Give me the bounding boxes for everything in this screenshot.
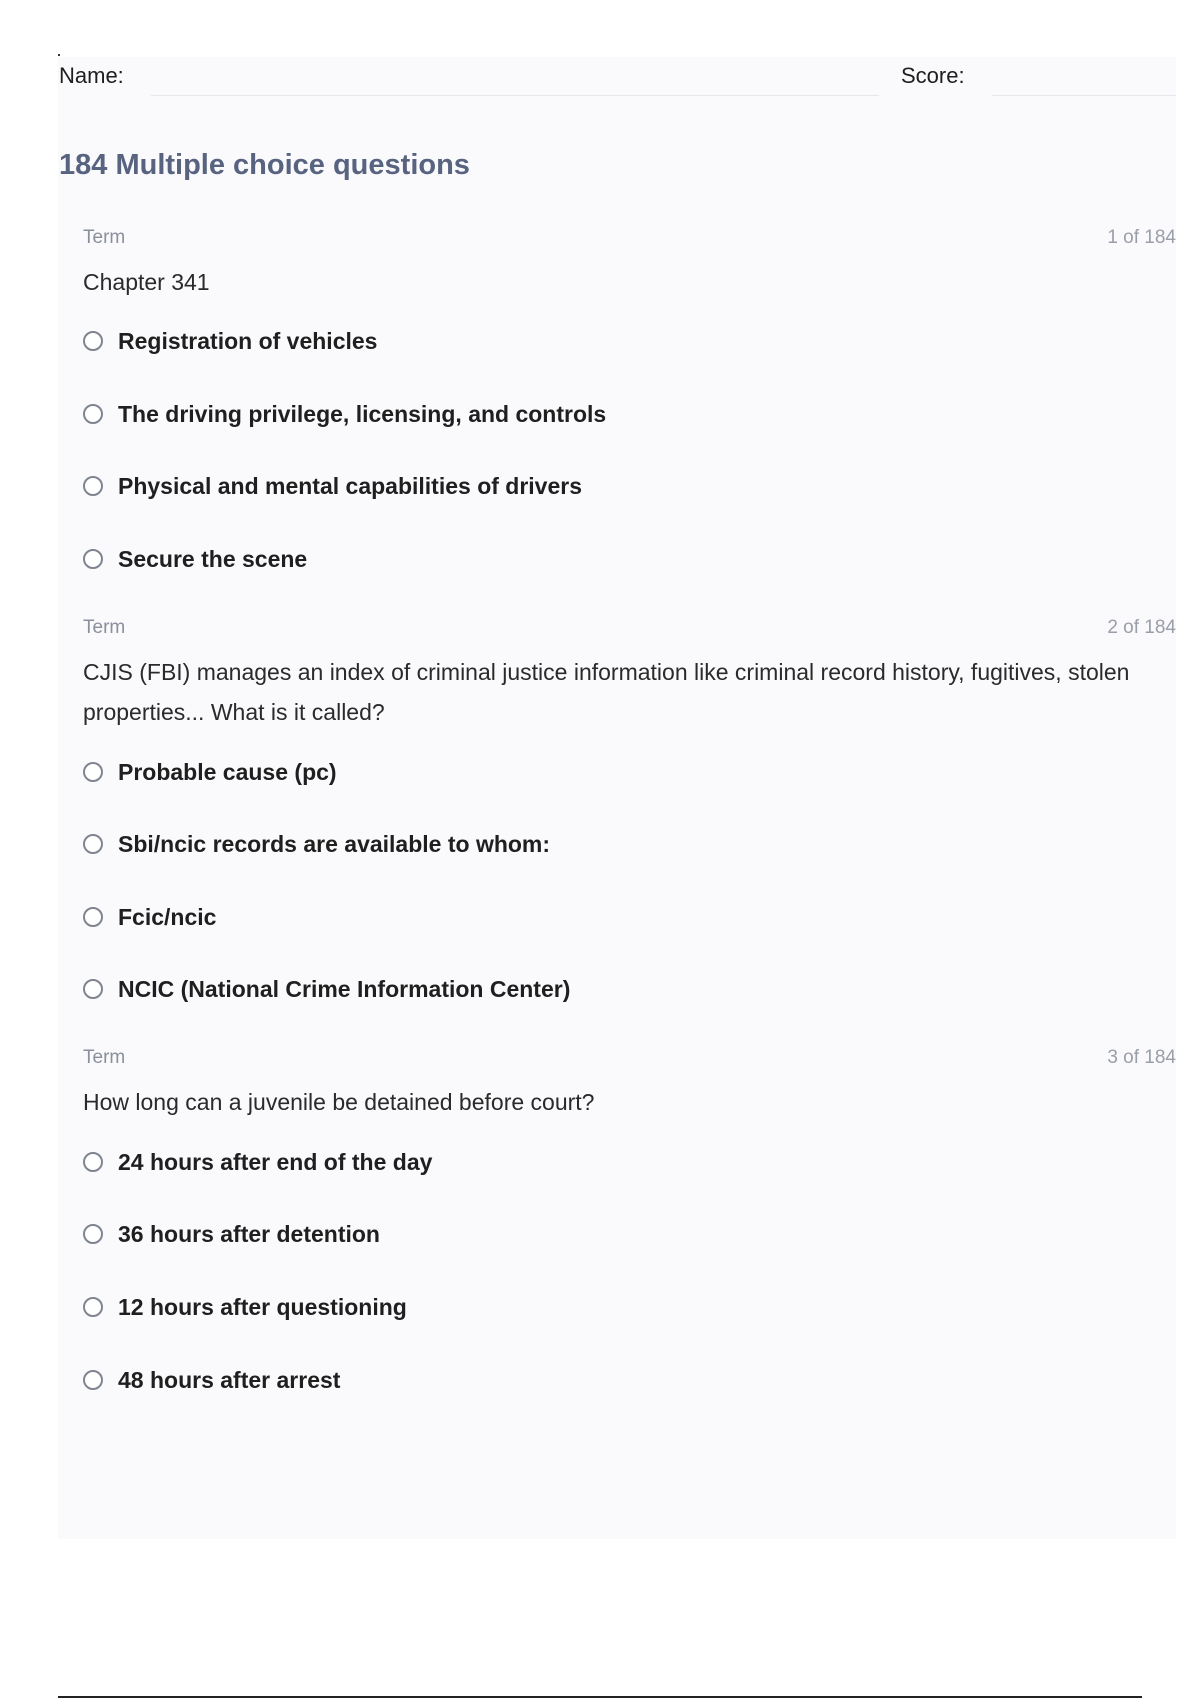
question-prompt: CJIS (FBI) manages an index of criminal justice information like criminal record history, fugitives, stolen properties... What is it called? [83, 659, 1130, 725]
score-field[interactable] [992, 95, 1176, 96]
question-counter: 2 of 184 [1107, 617, 1176, 638]
page-corner-mark [58, 54, 60, 56]
answer-option-label: Physical and mental capabilities of drivers [118, 472, 583, 499]
radio-button-icon[interactable] [83, 1152, 103, 1172]
name-label: Name: [59, 63, 124, 88]
answer-option-label: 36 hours after detention [118, 1220, 380, 1247]
answer-option-label: The driving privilege, licensing, and controls [118, 400, 607, 427]
radio-button-icon[interactable] [83, 331, 103, 351]
answer-option[interactable] [83, 471, 582, 501]
question-card [83, 617, 1176, 1002]
radio-button-icon[interactable] [83, 762, 103, 782]
score-label: Score: [901, 63, 965, 88]
term-label: Term [83, 227, 126, 248]
answer-option[interactable] [83, 902, 216, 932]
answer-option[interactable] [83, 1219, 380, 1249]
worksheet [58, 57, 1176, 1539]
answer-option[interactable] [83, 1365, 340, 1395]
radio-button-icon[interactable] [83, 1297, 103, 1317]
answer-option[interactable] [83, 1292, 407, 1322]
answer-option-label: Fcic/ncic [118, 903, 217, 930]
radio-button-icon[interactable] [83, 404, 103, 424]
radio-button-icon[interactable] [83, 907, 103, 927]
name-field[interactable] [151, 95, 879, 96]
answer-option[interactable] [83, 1147, 432, 1177]
radio-button-icon[interactable] [83, 979, 103, 999]
answer-option-label: Registration of vehicles [118, 327, 378, 354]
answer-option-label: Secure the scene [118, 545, 308, 572]
worksheet-header [58, 57, 1176, 97]
page-bottom-rule [58, 1696, 1142, 1698]
radio-button-icon[interactable] [83, 1224, 103, 1244]
radio-button-icon[interactable] [83, 549, 103, 569]
radio-button-icon[interactable] [83, 1370, 103, 1390]
term-label: Term [83, 617, 126, 638]
question-counter: 1 of 184 [1107, 227, 1176, 248]
answer-option[interactable] [83, 326, 377, 356]
question-prompt: How long can a juvenile be detained before court? [83, 1089, 595, 1115]
answer-option[interactable] [83, 399, 606, 429]
answer-option-label: NCIC (National Crime Information Center) [118, 975, 571, 1002]
answer-option[interactable] [83, 757, 337, 787]
question-counter: 3 of 184 [1107, 1047, 1176, 1068]
question-card [83, 1047, 1176, 1393]
term-label: Term [83, 1047, 126, 1068]
radio-button-icon[interactable] [83, 476, 103, 496]
answer-option[interactable] [83, 544, 307, 574]
answer-option-label: 24 hours after end of the day [118, 1148, 433, 1175]
page-title: 184 Multiple choice questions [59, 149, 470, 181]
question-prompt: Chapter 341 [83, 269, 210, 295]
question-card [83, 227, 1176, 572]
radio-button-icon[interactable] [83, 834, 103, 854]
answer-option-label: Probable cause (pc) [118, 758, 337, 785]
answer-option-label: 48 hours after arrest [118, 1366, 341, 1393]
answer-option-label: 12 hours after questioning [118, 1293, 407, 1320]
answer-option[interactable] [83, 974, 570, 1004]
answer-option[interactable] [83, 829, 550, 859]
answer-option-label: Sbi/ncic records are available to whom: [118, 830, 551, 857]
